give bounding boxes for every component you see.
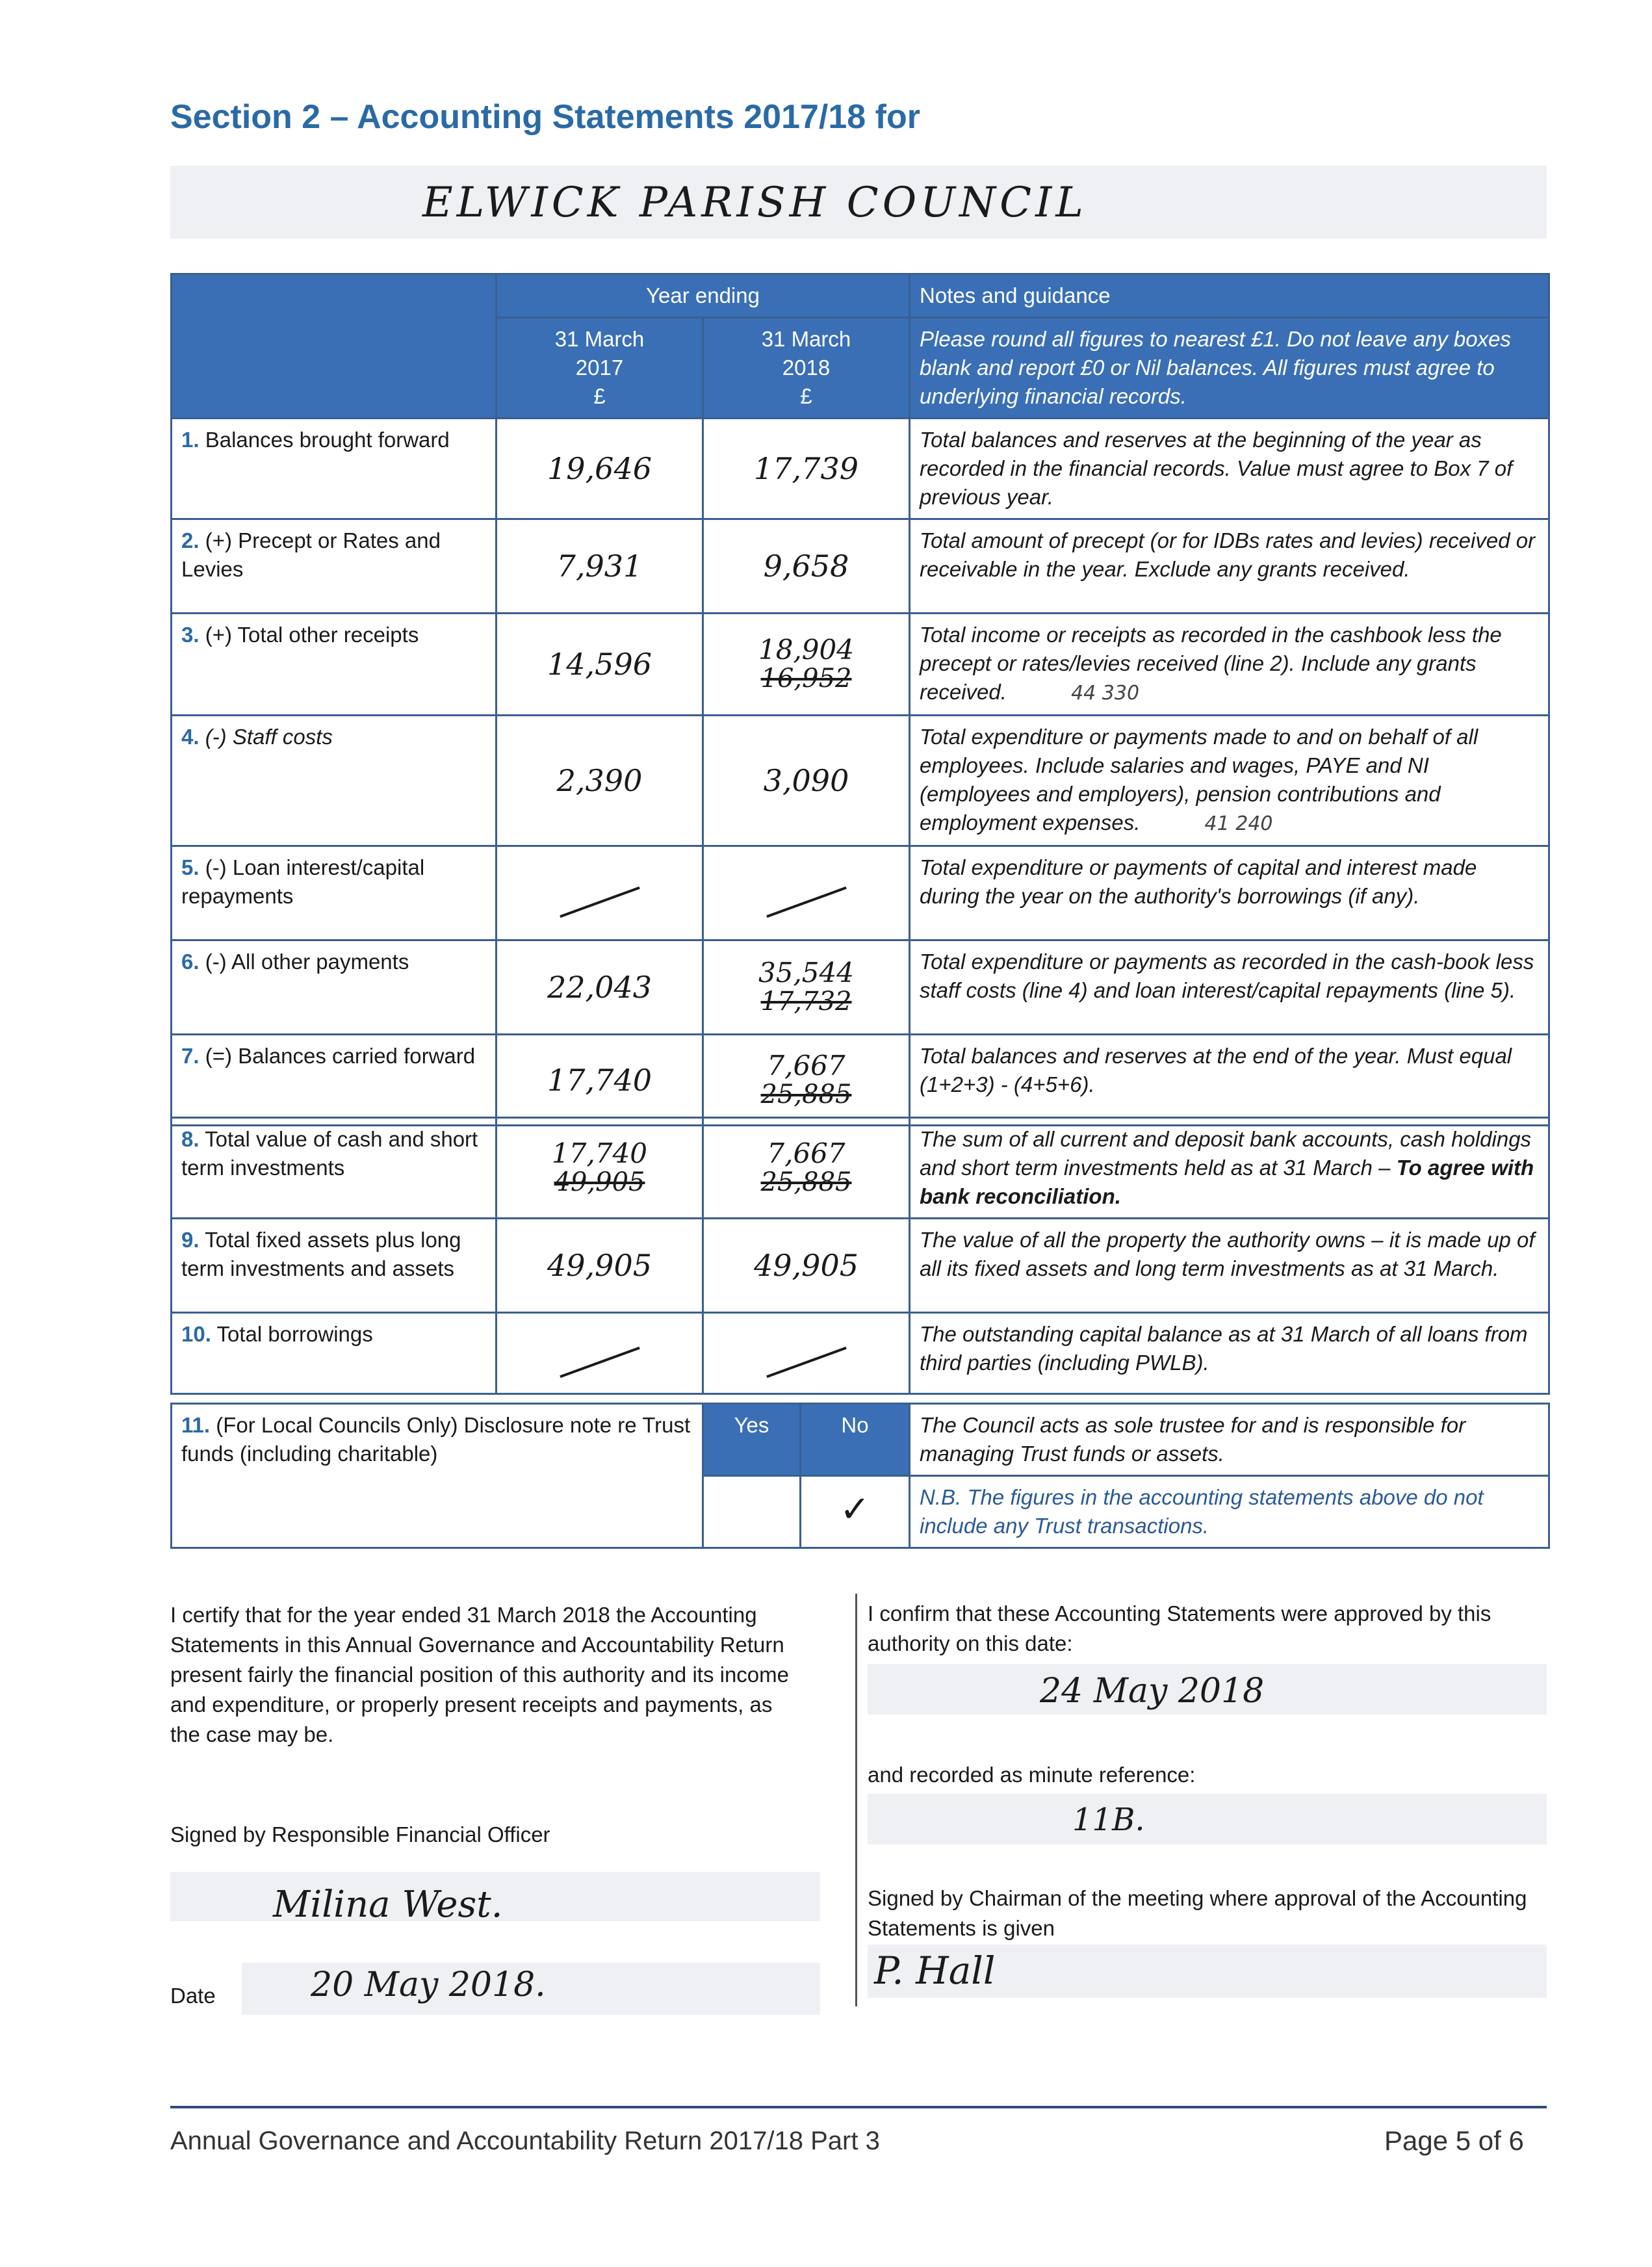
value-2018: 9,658	[703, 519, 910, 614]
nil-dash	[766, 1347, 847, 1378]
value-2017: 17,740	[497, 1035, 703, 1126]
column-divider	[855, 1594, 857, 2006]
value-2017: 22,043	[497, 940, 703, 1035]
notes-subheader: Please round all figures to nearest £1. Do not leave any boxes blank and report £0 or Nil balances. All figures must agree to underlying financial records.	[910, 318, 1549, 419]
accounting-statements-table	[170, 273, 1550, 1126]
row-label: 5. (-) Loan interest/capital repayments	[172, 846, 497, 940]
struck-value: 17,732	[760, 987, 852, 1017]
row-note: Total balances and reserves at the end of the year. Must equal (1+2+3) - (4+5+6).	[910, 1035, 1549, 1126]
corrected-value: 18,904	[758, 634, 854, 666]
value-2017-nil	[497, 846, 703, 940]
value-2018-nil	[703, 846, 910, 940]
row-note: Total expenditure or payments made to and on behalf of all employees. Include salaries and wages, PAYE and NI (employees and employers), pension contributions and employment expenses. 41 240	[910, 716, 1549, 846]
value-2017: 19,646	[497, 419, 703, 519]
row-note: Total amount of precept (or for IDBs rates and levies) received or receivable in the year. Exclude any grants received.	[910, 519, 1549, 614]
table-row	[172, 940, 1549, 1035]
chairman-signed-label: Signed by Chairman of the meeting where approval of the Accounting Statements is given	[868, 1886, 1527, 1940]
row-label: 6. (-) All other payments	[172, 940, 497, 1035]
trust-table	[170, 1403, 1550, 1549]
row-label: 9. Total fixed assets plus long term investments and assets	[172, 1219, 497, 1313]
check-icon: ✓	[840, 1488, 870, 1531]
row-note: Total expenditure or payments of capital and interest made during the year on the authority's borrowings (if any).	[910, 846, 1549, 940]
table-row	[172, 1219, 1549, 1313]
yes-header: Yes	[703, 1404, 801, 1476]
value-2017: 2,390	[497, 716, 703, 846]
table-row	[172, 614, 1549, 716]
corrected-value: 17,740	[552, 1137, 647, 1169]
corrected-value: 7,667	[767, 1049, 845, 1082]
corrected-value: 7,667	[767, 1137, 845, 1169]
col-2017-header: 31 March 2017 £	[497, 318, 703, 419]
value-2018-nil	[703, 1313, 910, 1394]
value-2017: 14,596	[497, 614, 703, 716]
rfo-signature: Milina West.	[273, 1884, 503, 1926]
value-2017	[497, 1118, 703, 1219]
page-title: Section 2 – Accounting Statements 2017/18 for	[170, 98, 920, 136]
footer-page-number: Page 5 of 6	[1384, 2125, 1524, 2156]
row-note: The outstanding capital balance as at 31 March of all loans from third parties (including PWLB).	[910, 1313, 1549, 1394]
struck-value: 49,905	[554, 1167, 645, 1197]
row-label: 3. (+) Total other receipts	[172, 614, 497, 716]
row-note: The value of all the property the authority owns – it is made up of all its fixed assets and long term investments as at 31 March.	[910, 1219, 1549, 1313]
value-2018: 3,090	[703, 716, 910, 846]
row-label: 1. Balances brought forward	[172, 419, 497, 519]
value-2017-nil	[497, 1313, 703, 1394]
row-label: 8. Total value of cash and short term investments	[172, 1118, 497, 1219]
minute-reference: 11B.	[1072, 1802, 1145, 1838]
row-note: Total expenditure or payments as recorded in the cash-book less staff costs (line 4) and loan interest/capital repayments (line 5).	[910, 940, 1549, 1035]
approval-date: 24 May 2018	[1040, 1672, 1265, 1711]
row-note: The sum of all current and deposit bank accounts, cash holdings and short term investments held as at 31 March – To agree with bank reconciliation.	[910, 1118, 1549, 1219]
table-row	[172, 419, 1549, 519]
value-2017: 7,931	[497, 519, 703, 614]
table-row	[172, 846, 1549, 940]
row-note: Total balances and reserves at the beginning of the year as recorded in the financial records. Value must agree to Box 7 of previous year.	[910, 419, 1549, 519]
corrected-value: 35,544	[758, 957, 854, 989]
authority-name: ELWICK PARISH COUNCIL	[422, 179, 1087, 227]
table-row	[172, 1118, 1549, 1219]
table-row	[172, 1035, 1549, 1126]
nil-dash	[766, 887, 847, 918]
value-2018: 17,739	[703, 419, 910, 519]
certify-text: I certify that for the year ended 31 March 2018 the Accounting Statements in this Annual Governance and Accountability Return present fairly the financial position of this authority and its income and expenditure, or properly present receipts and payments, as the case may be.	[170, 1603, 790, 1746]
struck-value: 25,885	[760, 1079, 852, 1109]
col-2018-header: 31 March 2018 £	[703, 318, 910, 419]
row-label: 7. (=) Balances carried forward	[172, 1035, 497, 1126]
row-label: 2. (+) Precept or Rates and Levies	[172, 519, 497, 614]
notes-header: Notes and guidance	[910, 274, 1549, 318]
value-2018	[703, 940, 910, 1035]
nil-dash	[560, 887, 640, 918]
footer-rule	[170, 2106, 1547, 2108]
table-row	[172, 519, 1549, 614]
row-label: 4. (-) Staff costs	[172, 716, 497, 846]
trust-nb-note: N.B. The figures in the accounting statements above do not include any Trust transactions.	[910, 1476, 1549, 1548]
chairman-signature: P. Hall	[874, 1949, 996, 1993]
minute-box	[868, 1794, 1547, 1845]
margin-note: 44 330	[1071, 682, 1140, 705]
assets-table	[170, 1117, 1550, 1395]
value-2018	[703, 1118, 910, 1219]
row-label: 10. Total borrowings	[172, 1313, 497, 1394]
row-note: Total income or receipts as recorded in the cashbook less the precept or rates/levies received (line 2). Include any grants received. 44 330	[910, 614, 1549, 716]
value-2017: 49,905	[497, 1219, 703, 1313]
value-2018	[703, 614, 910, 716]
header-blank	[172, 274, 497, 419]
date-label: Date	[170, 1984, 216, 2008]
yes-box[interactable]	[703, 1476, 801, 1548]
rfo-date: 20 May 2018.	[311, 1965, 546, 2004]
year-ending-header: Year ending	[497, 274, 910, 318]
nil-dash	[560, 1347, 640, 1378]
value-2018: 49,905	[703, 1219, 910, 1313]
struck-value: 16,952	[760, 664, 852, 693]
trust-label: 11. (For Local Councils Only) Disclosure note re Trust funds (including charitable)	[172, 1404, 703, 1548]
trust-note: The Council acts as sole trustee for and is responsible for managing Trust funds or assets.	[910, 1404, 1549, 1476]
footer-left: Annual Governance and Accountability Return 2017/18 Part 3	[170, 2127, 880, 2155]
table-row	[172, 1313, 1549, 1394]
no-box[interactable]	[801, 1476, 910, 1548]
no-header: No	[801, 1404, 910, 1476]
margin-note: 41 240	[1204, 812, 1273, 835]
minute-label: and recorded as minute reference:	[868, 1763, 1196, 1787]
confirm-text: I confirm that these Accounting Statements were approved by this authority on this date:	[868, 1601, 1491, 1655]
table-row	[172, 716, 1549, 846]
rfo-signed-label: Signed by Responsible Financial Officer	[170, 1822, 550, 1846]
struck-value: 25,885	[760, 1167, 852, 1197]
value-2018	[703, 1035, 910, 1126]
